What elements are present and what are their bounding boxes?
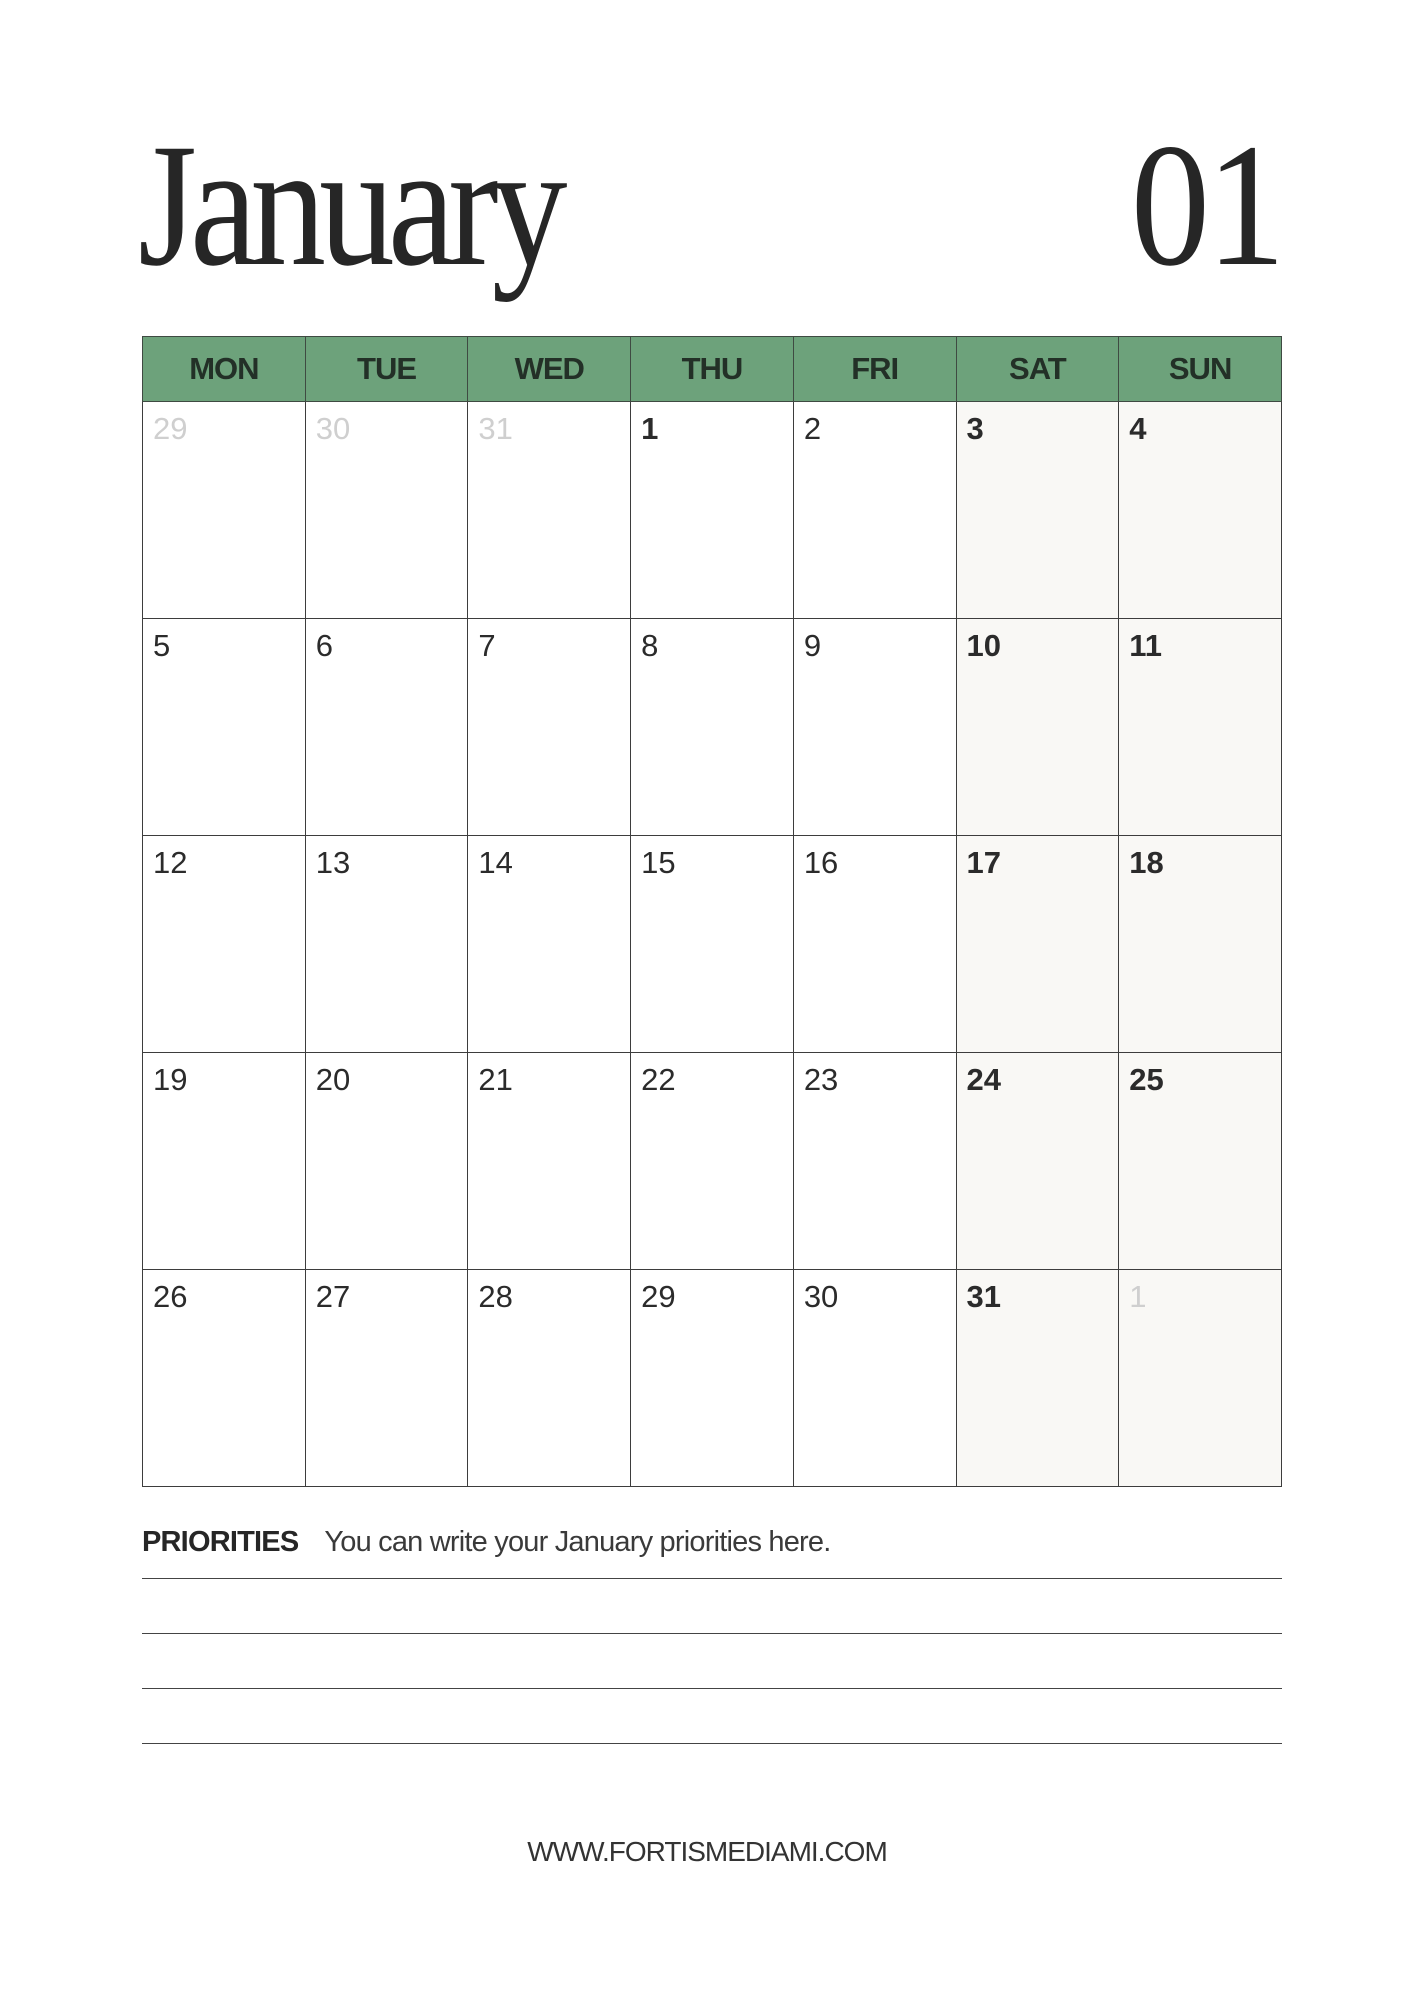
day-cell[interactable] xyxy=(793,1053,956,1270)
priorities-label: PRIORITIES xyxy=(142,1526,299,1558)
day-number: 17 xyxy=(966,845,1001,880)
day-cell[interactable] xyxy=(793,836,956,1053)
day-number: 25 xyxy=(1129,1062,1164,1097)
calendar-grid xyxy=(142,336,1282,1487)
day-cell[interactable] xyxy=(793,402,956,619)
weekday-mon: MON xyxy=(143,337,306,402)
day-cell-weekend[interactable] xyxy=(1119,1270,1282,1487)
day-number: 29 xyxy=(641,1279,676,1314)
day-cell-weekend[interactable] xyxy=(956,836,1119,1053)
weekday-tue: TUE xyxy=(305,337,468,402)
day-number: 18 xyxy=(1129,845,1164,880)
day-number: 11 xyxy=(1129,628,1162,663)
day-number: 9 xyxy=(803,628,822,663)
weekday-thu: THU xyxy=(631,337,794,402)
day-cell[interactable] xyxy=(631,1270,794,1487)
priorities-hint: You can write your January priorities here. xyxy=(324,1526,831,1558)
day-number: 29 xyxy=(153,411,188,446)
day-number: 20 xyxy=(315,1062,351,1097)
day-cell[interactable] xyxy=(793,619,956,836)
day-number: 7 xyxy=(478,628,496,663)
day-cell-weekend[interactable] xyxy=(1119,836,1282,1053)
day-cell[interactable] xyxy=(631,836,794,1053)
day-number: 15 xyxy=(641,845,676,880)
day-cell[interactable] xyxy=(468,836,631,1053)
weekday-sun: SUN xyxy=(1119,337,1282,402)
day-cell-weekend[interactable] xyxy=(956,619,1119,836)
day-number: 8 xyxy=(641,628,659,663)
weekday-sat: SAT xyxy=(956,337,1119,402)
day-cell[interactable] xyxy=(468,619,631,836)
day-number: 23 xyxy=(803,1062,839,1097)
day-number: 24 xyxy=(966,1062,1001,1097)
weekday-header-row xyxy=(143,337,1282,402)
day-cell[interactable] xyxy=(468,1053,631,1270)
day-cell[interactable] xyxy=(305,836,468,1053)
week-row xyxy=(143,836,1282,1053)
day-cell[interactable] xyxy=(143,1053,306,1270)
day-number: 1 xyxy=(641,411,659,446)
month-title: January xyxy=(138,108,561,303)
day-cell[interactable] xyxy=(468,1270,631,1487)
day-number: 4 xyxy=(1129,411,1147,446)
day-number: 30 xyxy=(803,1279,839,1314)
weekday-wed: WED xyxy=(468,337,631,402)
day-number: 6 xyxy=(315,628,333,663)
day-number: 10 xyxy=(966,628,1001,663)
day-cell-weekend[interactable] xyxy=(1119,619,1282,836)
day-number: 14 xyxy=(478,845,513,880)
month-number: 01 xyxy=(1130,108,1282,303)
day-cell[interactable] xyxy=(143,836,306,1053)
week-row xyxy=(143,1270,1282,1487)
day-cell[interactable] xyxy=(305,1270,468,1487)
day-number: 21 xyxy=(478,1062,513,1097)
day-cell-weekend[interactable] xyxy=(956,402,1119,619)
footer-website: WWW.FORTISMEDIAMI.COM xyxy=(527,1836,887,1867)
day-cell-weekend[interactable] xyxy=(1119,402,1282,619)
day-cell[interactable] xyxy=(631,619,794,836)
day-cell[interactable] xyxy=(143,619,306,836)
day-number: 3 xyxy=(966,411,984,446)
day-cell-weekend[interactable] xyxy=(1119,1053,1282,1270)
day-cell[interactable] xyxy=(631,402,794,619)
day-number: 31 xyxy=(478,411,513,446)
day-number: 27 xyxy=(315,1279,351,1314)
week-row xyxy=(143,402,1282,619)
day-number: 26 xyxy=(153,1279,188,1314)
week-row xyxy=(143,1053,1282,1270)
day-number: 5 xyxy=(153,628,171,663)
day-number: 13 xyxy=(315,845,351,880)
day-number: 19 xyxy=(153,1062,188,1097)
priority-line[interactable] xyxy=(142,1578,1282,1579)
day-cell[interactable] xyxy=(305,619,468,836)
day-number: 12 xyxy=(153,845,188,880)
priorities-section xyxy=(142,1526,1282,1559)
priority-line[interactable] xyxy=(142,1688,1282,1689)
day-cell[interactable] xyxy=(468,402,631,619)
day-number: 16 xyxy=(803,845,839,880)
day-number: 2 xyxy=(803,411,822,446)
day-cell[interactable] xyxy=(305,1053,468,1270)
day-number: 28 xyxy=(478,1279,513,1314)
day-number: 22 xyxy=(641,1062,676,1097)
priority-line[interactable] xyxy=(142,1633,1282,1634)
weekday-fri: FRI xyxy=(793,337,956,402)
day-number: 30 xyxy=(315,411,351,446)
day-cell[interactable] xyxy=(793,1270,956,1487)
week-row xyxy=(143,619,1282,836)
day-cell[interactable] xyxy=(143,402,306,619)
day-number: 31 xyxy=(966,1279,1001,1314)
day-number: 1 xyxy=(1129,1279,1147,1314)
priority-line[interactable] xyxy=(142,1743,1282,1744)
day-cell[interactable] xyxy=(305,402,468,619)
day-cell[interactable] xyxy=(143,1270,306,1487)
day-cell-weekend[interactable] xyxy=(956,1270,1119,1487)
day-cell[interactable] xyxy=(631,1053,794,1270)
day-cell-weekend[interactable] xyxy=(956,1053,1119,1270)
